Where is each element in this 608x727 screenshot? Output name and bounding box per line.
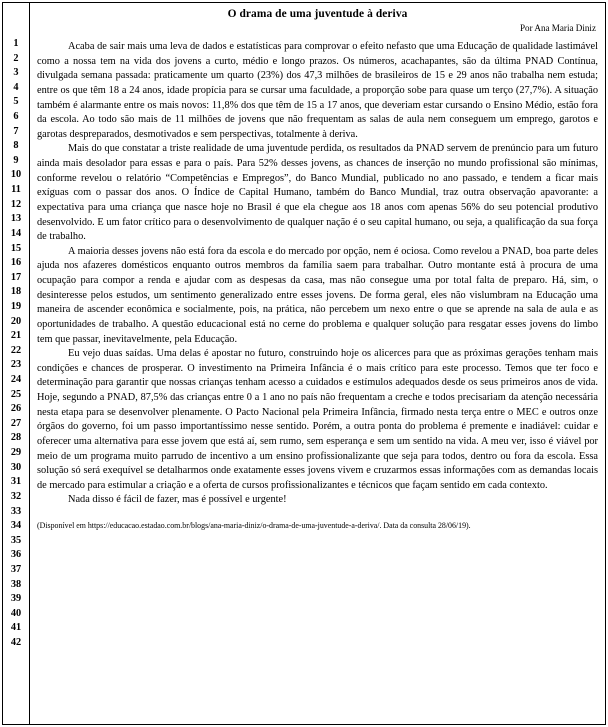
line-number: 5 bbox=[13, 96, 19, 108]
line-number: 8 bbox=[13, 140, 19, 152]
article-body bbox=[37, 40, 598, 508]
line-number: 36 bbox=[10, 549, 22, 561]
line-number: 29 bbox=[10, 447, 22, 459]
line-number: 33 bbox=[10, 505, 22, 517]
line-number: 25 bbox=[10, 388, 22, 400]
paragraph: A maioria desses jovens não está fora da escola e do mercado por opção, nem é ociosa. Como revelou a PNAD, boa parte deles ajuda nos afazeres domésticos enquanto outros membros da família saem para trabalhar. Outro montante está à procura de uma ocupação para compor a renda e ajudar com as despesas da casa, mas não consegue uma por total falta de preparo. Há, sim, o desinteresse pelos estudos, um sentimento generalizado entre esses jovens. De forma geral, eles não vislumbram na Educação uma maneira de ascender econômica e socialmente, pois, na prática, não percebem um nexo entre o que se aprende na sala de aula e as oportunidades de trabalho. A questão educacional está no cerne do problema e qualquer solução para resgatar esses jovens do limbo tem que passar, inevitavelmente, pela Educação. bbox=[37, 245, 598, 345]
line-number: 34 bbox=[10, 520, 22, 532]
line-number: 41 bbox=[10, 622, 22, 634]
line-number: 28 bbox=[10, 432, 22, 444]
source-citation: (Disponível em https://educacao.estadao.com.br/blogs/ana-maria-diniz/o-drama-de-uma-juventude-a-deriva/. Data da consulta 28/06/19). bbox=[37, 521, 471, 530]
line-number: 10 bbox=[10, 169, 22, 181]
line-number: 21 bbox=[10, 330, 22, 342]
line-number: 38 bbox=[10, 578, 22, 590]
document-content bbox=[30, 3, 605, 724]
line-number-list bbox=[3, 37, 29, 651]
line-number: 17 bbox=[10, 271, 22, 283]
line-number: 23 bbox=[10, 359, 22, 371]
document-byline: Por Ana Maria Diniz bbox=[519, 23, 596, 33]
line-number: 32 bbox=[10, 490, 22, 502]
line-number: 9 bbox=[13, 154, 19, 166]
line-number-gutter bbox=[3, 3, 30, 724]
line-number: 1 bbox=[13, 38, 19, 49]
line-number: 15 bbox=[10, 242, 22, 254]
line-number: 20 bbox=[10, 315, 22, 327]
paragraph: Nada disso é fácil de fazer, mas é possível e urgente! bbox=[68, 494, 287, 506]
line-number: 3 bbox=[13, 67, 19, 79]
line-number: 26 bbox=[10, 403, 22, 415]
line-number: 16 bbox=[10, 257, 22, 269]
document-frame bbox=[2, 2, 606, 725]
paragraph: Eu vejo duas saídas. Uma delas é apostar no futuro, construindo hoje os alicerces para que as próximas gerações tenham mais condições e chances de prosperar. O investimento na Primeira Infância é o mais crítico para este processo. Temos que ter foco e determinação para garantir que nossas crianças tenham acesso a cuidados e estímulos adequados desde os seus primeiros anos de vida. Hoje, segundo a PNAD, 87,5% das crianças entre 0 a 1 ano no país não frequentam a creche e todos precisariam da atenção necessária nesta etapa para se desenvolver plenamente. O Pacto Nacional pela Primeira Infância, firmado nesta terça entre o MEC e outros onze órgãos do governo, foi um passo importantíssimo nesse sentido. Porém, a outra ponta do problema é premente e inadiável: cuidar e oferecer uma alternativa para esse jovem que está aí, sem rumo, sem esperança e sem um sentido na vida. A meu ver, isso é viável por meio de um programa muito parrudo de incentivo a um ensino profissionalizante que seja para todos, dentro ou fora da escola. Essa solução só será exequível se detalharmos onde exatamente esses jovens vivem e cruzarmos essas informações com as demandas locais de mercado para estimular a criação e a oferta de cursos profissionalizantes e técnicos que façam sentido em cada contexto. bbox=[37, 348, 598, 491]
paragraph: Mais do que constatar a triste realidade de uma juventude perdida, os resultados da PNAD servem de prenúncio para um futuro ainda mais desolador para essas e para o país. Para 52% desses jovens, as chances de inserção no mundo profissional são mínimas, conforme revelou o relatório “Competências e Empregos”, do Banco Mundial, publicado no ano passado, e tendem a ficar mais exíguas com o passar dos anos. O Índice de Capital Humano, também do Banco Mundial, traz outra observação apavorante: a expectativa para uma criança que nasce hoje no Brasil é que ela chegue aos 18 anos com apenas 56% do seu potencial produtivo desenvolvido. E um fator crítico para o desenvolvimento de qualquer nação é o seu capital humano, ou seja, a qualificação da sua força de trabalho. bbox=[37, 143, 598, 243]
line-number: 7 bbox=[13, 125, 19, 137]
document-title: O drama de uma juventude à deriva bbox=[227, 8, 408, 20]
line-number: 30 bbox=[10, 461, 22, 473]
line-number: 19 bbox=[10, 300, 22, 312]
line-number: 40 bbox=[10, 607, 22, 619]
line-number: 12 bbox=[10, 198, 22, 210]
line-number: 14 bbox=[10, 227, 22, 239]
line-number: 13 bbox=[10, 213, 22, 225]
line-number: 4 bbox=[13, 81, 19, 93]
line-number: 18 bbox=[10, 286, 22, 298]
line-number: 22 bbox=[10, 344, 22, 356]
line-number: 24 bbox=[10, 374, 22, 386]
line-number: 42 bbox=[10, 636, 22, 648]
line-number: 35 bbox=[10, 534, 22, 546]
line-number: 11 bbox=[11, 184, 21, 196]
paragraph: Acaba de sair mais uma leva de dados e estatísticas para comprovar o efeito nefasto que uma Educação de qualidade lastimável como a nossa tem na vida dos jovens a curto, médio e longo prazos. Os números, acachapantes, são da última PNAD Contínua, divulgada semana passada: praticamente um quarto (23%) dos 47,3 milhões de brasileiros de 15 e 29 anos não trabalha nem estuda; entre os que têm 18 a 24 anos, idade propícia para se cursar uma faculdade, a proporção sobe para quase um terço (27,7%). A situação também é alarmante entre os mais novos: 11,8% dos que têm de 15 a 17 anos, que deveriam estar cursando o Ensino Médio, estão fora da escola. Ao todo são mais de 11 milhões de jovens que não frequentam as salas de aula nem conseguem um emprego, garotos e garotas despreparados, desmotivados e sem perspectivas, totalmente à deriva. bbox=[37, 41, 598, 140]
line-number: 39 bbox=[10, 593, 22, 605]
line-number: 2 bbox=[13, 52, 19, 64]
line-number: 31 bbox=[10, 476, 22, 488]
line-number: 27 bbox=[10, 417, 22, 429]
line-number: 6 bbox=[13, 111, 19, 123]
line-number: 37 bbox=[10, 563, 22, 575]
